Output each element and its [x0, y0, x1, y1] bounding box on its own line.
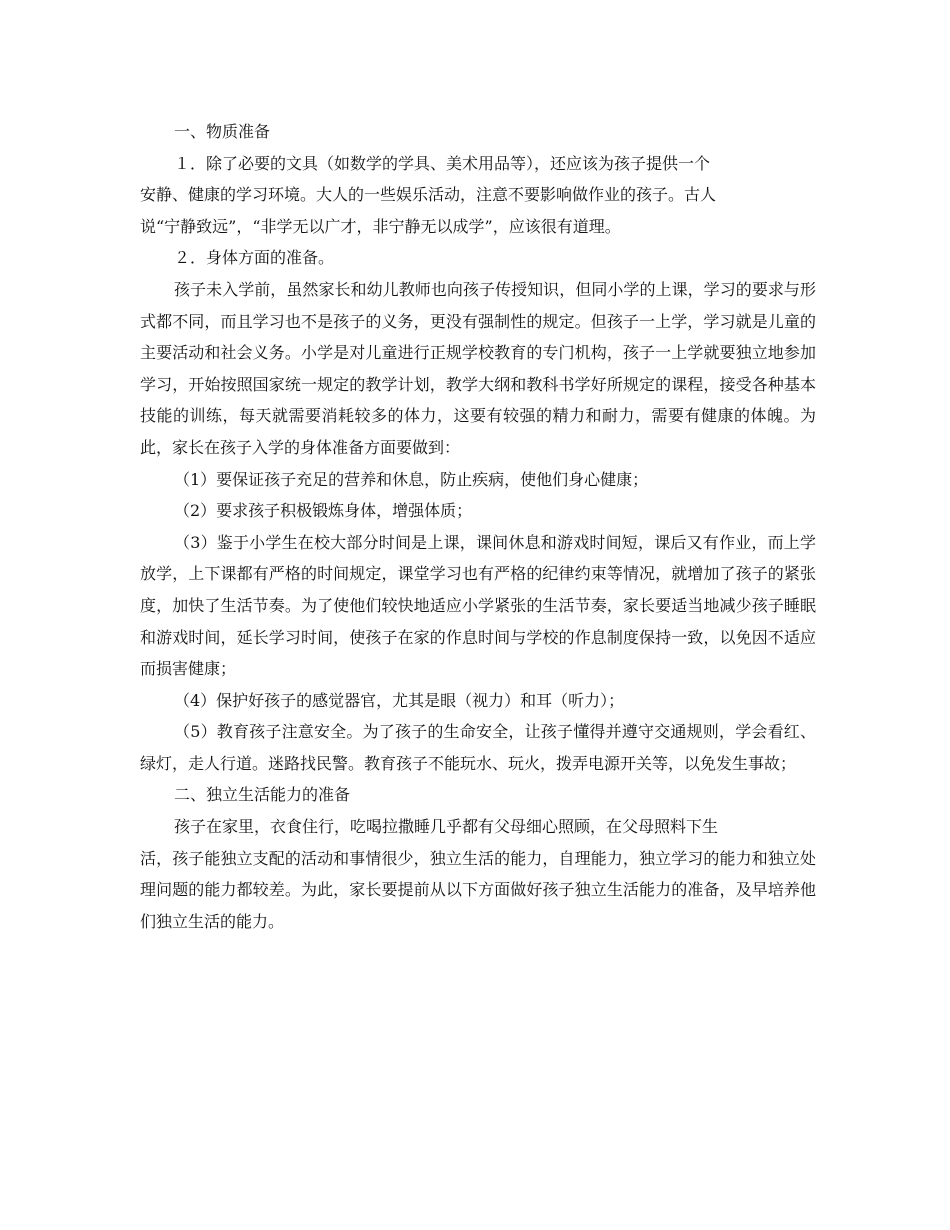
item-1-line-1: １．除了必要的文具（如数学的学具、美术用品等），还应该为孩子提供一个	[174, 153, 711, 173]
item-1-line-2: 安静、健康的学习环境。大人的一些娱乐活动，注意不要影响做作业的孩子。古人	[140, 185, 717, 205]
item-1-line-3: 说“宁静致远”，“非学无以广才，非宁静无以成学”，应该很有道理。	[140, 216, 621, 236]
point-5: （5）教育孩子注意安全。为了孩子的生命安全，让孩子懂得并遵守交通规则，学会看红、绿灯，走人行道。迷路找民警。教育孩子不能玩水、玩火，拨弄电源开关等，以免发生事故；	[140, 722, 816, 773]
section-heading-material: 一、物质准备	[174, 122, 271, 141]
point-1: （1）要保证孩子充足的营养和休息，防止疾病，使他们身心健康；	[174, 469, 649, 489]
section-2-line-1: 孩子在家里，衣食住行，吃喝拉撒睡几乎都有父母细心照顾，在父母照料下生	[174, 817, 719, 837]
point-4: （4）保护好孩子的感觉器官，尤其是眼（视力）和耳（听力）；	[174, 690, 625, 710]
section-2-paragraph: 活，孩子能独立支配的活动和事情很少，独立生活的能力，自理能力，独立学习的能力和独立处理问题的能力都较差。为此，家长要提前从以下方面做好孩子独立生活能力的准备，及早培养他们独立生活的能力。	[140, 848, 816, 931]
point-3: （3）鉴于小学生在校大部分时间是上课，课间休息和游戏时间短，课后又有作业，而上学放学，上下课都有严格的时间规定，课堂学习也有严格的纪律约束等情况，就增加了孩子的紧张度，加快了生活节奏。为了使他们较快地适应小学紧张的生活节奏，家长要适当地减少孩子睡眠和游戏时间，延长学习时间，使孩子在家的作息时间与学校的作息制度保持一致，以免因不适应而损害健康；	[140, 532, 816, 679]
point-2: （2）要求孩子积极锻炼身体，增强体质；	[174, 501, 473, 521]
body-paragraph: 孩子未入学前，虽然家长和幼儿教师也向孩子传授知识，但同小学的上课，学习的要求与形式都不同，而且学习也不是孩子的义务，更没有强制性的规定。但孩子一上学，学习就是儿童的主要活动和社会义务。小学是对儿童进行正规学校教育的专门机构，孩子一上学就要独立地参加学习，开始按照国家统一规定的教学计划，教学大纲和教科书学好所规定的课程，接受各种基本技能的训练，每天就需要消耗较多的体力，这要有较强的精力和耐力，需要有健康的体魄。为此，家长在孩子入学的身体准备方面要做到：	[140, 279, 816, 457]
document-body	[140, 116, 816, 937]
section-heading-independence: 二、独立生活能力的准备	[174, 785, 351, 805]
item-2-heading: ２．身体方面的准备。	[174, 248, 335, 268]
